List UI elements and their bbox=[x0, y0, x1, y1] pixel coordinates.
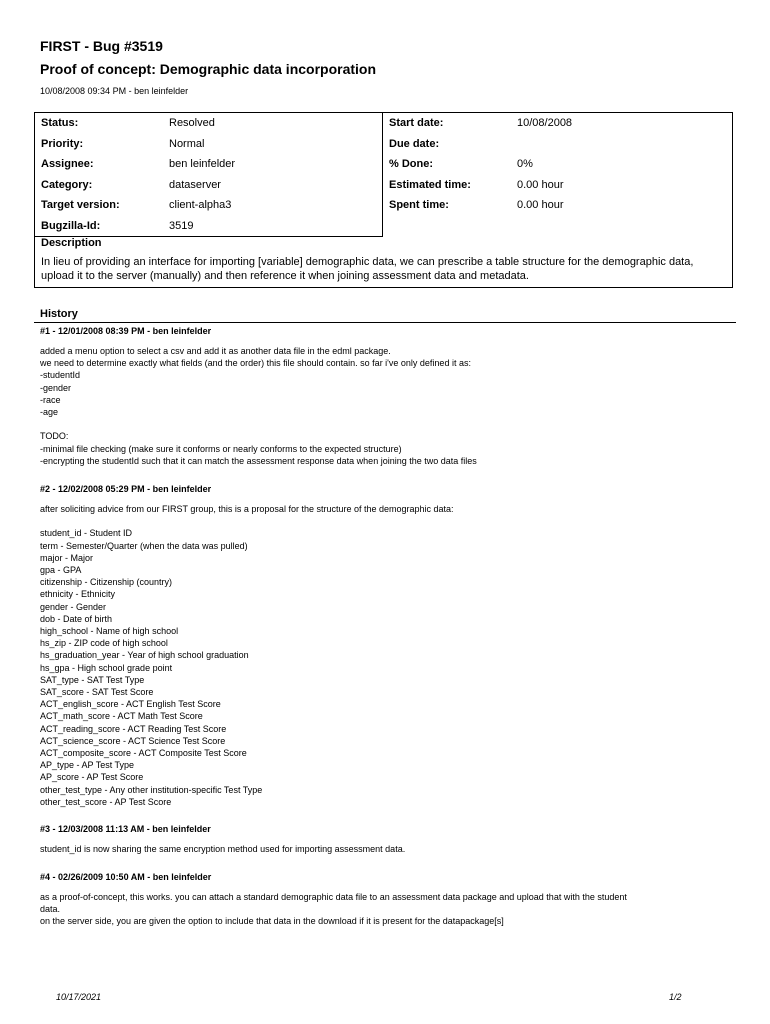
assignee-label: Assignee: bbox=[41, 158, 94, 171]
empty-cell bbox=[383, 216, 512, 237]
journal-entry-4 bbox=[40, 871, 730, 928]
status-value: Resolved bbox=[163, 113, 383, 134]
due-date-value bbox=[511, 134, 732, 155]
note-line bbox=[40, 515, 730, 527]
journal-notes bbox=[40, 345, 730, 467]
note-line: term - Semester/Quarter (when the data was pulled) bbox=[40, 540, 248, 551]
note-line: TODO: bbox=[40, 431, 69, 442]
done-ratio-value: 0% bbox=[517, 158, 533, 171]
page-title: FIRST - Bug #3519 bbox=[40, 38, 163, 54]
done-ratio-label: % Done: bbox=[389, 158, 433, 171]
target-version-value: client-alpha3 bbox=[163, 195, 383, 216]
history-title: History bbox=[40, 308, 78, 320]
footer-page-number: 1/2 bbox=[669, 992, 682, 1002]
attr-row-priority bbox=[35, 134, 732, 155]
note-line: SAT_type - SAT Test Type bbox=[40, 674, 145, 685]
journal-header: #4 - 02/26/2009 10:50 AM - ben leinfelder bbox=[40, 872, 212, 882]
note-line: as a proof-of-concept, this works. you can attach a standard demographic data file to an assessment data package and upload that with the student bbox=[40, 892, 627, 902]
due-date-label: Due date: bbox=[389, 137, 440, 150]
journal-notes bbox=[40, 503, 730, 808]
assignee-value: ben leinfelder bbox=[163, 154, 383, 175]
note-line: ethnicity - Ethnicity bbox=[40, 589, 116, 600]
note-line: citizenship - Citizenship (country) bbox=[40, 577, 173, 588]
journal-header: #2 - 12/02/2008 05:29 PM - ben leinfelder bbox=[40, 484, 212, 494]
journal-header: #3 - 12/03/2008 11:13 AM - ben leinfelder bbox=[40, 824, 211, 834]
note-line: ACT_science_score - ACT Science Test Score bbox=[40, 735, 226, 746]
bugzilla-id-value: 3519 bbox=[163, 216, 383, 237]
note-line: data. bbox=[40, 904, 61, 915]
attr-row-assignee bbox=[35, 154, 732, 175]
note-line: ACT_english_score - ACT English Test Score bbox=[40, 699, 221, 710]
note-line: ACT_reading_score - ACT Reading Test Score bbox=[40, 723, 227, 734]
journal-entry-3 bbox=[40, 823, 730, 855]
author-line: 10/08/2008 09:34 PM - ben leinfelder bbox=[40, 86, 189, 96]
note-line: -gender bbox=[40, 382, 72, 393]
note-line: added a menu option to select a csv and add it as another data file in the edml package. bbox=[40, 346, 391, 356]
note-line bbox=[40, 418, 730, 430]
note-line: on the server side, you are given the option to include that data in the download if it is present for the datapackage[s] bbox=[40, 916, 504, 927]
journal-header: #1 - 12/01/2008 08:39 PM - ben leinfelder bbox=[40, 326, 212, 336]
note-line: -race bbox=[40, 394, 61, 405]
description-title: Description bbox=[41, 237, 102, 249]
spent-time-label: Spent time: bbox=[389, 199, 449, 212]
note-line: other_test_score - AP Test Score bbox=[40, 796, 172, 807]
attr-row-target-version bbox=[35, 195, 732, 216]
note-line: gpa - GPA bbox=[40, 565, 82, 575]
note-line: other_test_type - Any other institution-specific Test Type bbox=[40, 784, 263, 795]
description-block bbox=[41, 237, 726, 283]
note-line: AP_type - AP Test Type bbox=[40, 760, 135, 771]
target-version-label: Target version: bbox=[41, 199, 120, 212]
note-line: -age bbox=[40, 407, 59, 418]
note-line: -studentId bbox=[40, 370, 81, 381]
category-value: dataserver bbox=[163, 175, 383, 196]
note-line: we need to determine exactly what fields (and the order) this file should contain. so far i've only defined it as: bbox=[40, 358, 471, 369]
note-line: major - Major bbox=[40, 552, 94, 563]
start-date-label: Start date: bbox=[389, 117, 444, 130]
attributes-box bbox=[34, 112, 733, 288]
attr-row-status bbox=[35, 113, 732, 134]
note-line: -minimal file checking (make sure it conforms or nearly conforms to the expected structure) bbox=[40, 443, 402, 454]
note-line: ACT_composite_score - ACT Composite Test Score bbox=[40, 748, 247, 759]
issue-subject: Proof of concept: Demographic data incorporation bbox=[40, 61, 377, 77]
note-line: AP_score - AP Test Score bbox=[40, 772, 144, 783]
journal-notes bbox=[40, 843, 730, 855]
estimated-time-value: 0.00 hour bbox=[517, 178, 564, 191]
status-label: Status: bbox=[41, 117, 79, 130]
note-line: -encrypting the studentId such that it can match the assessment response data when joining the two data files bbox=[40, 455, 477, 466]
bugzilla-id-label: Bugzilla-Id: bbox=[35, 216, 163, 237]
estimated-time-label: Estimated time: bbox=[389, 178, 471, 191]
empty-cell bbox=[511, 216, 732, 237]
description-text: In lieu of providing an interface for importing [variable] demographic data, we can prescribe a table structure for the demographic data, upload it to the server (manually) and then reference it when joining assessment data and metadata. bbox=[41, 256, 694, 282]
note-line: high_school - Name of high school bbox=[40, 626, 179, 637]
note-line: dob - Date of birth bbox=[40, 613, 113, 624]
note-line: hs_zip - ZIP code of high school bbox=[40, 638, 168, 649]
note-line: student_id - Student ID bbox=[40, 528, 133, 539]
note-line: gender - Gender bbox=[40, 601, 107, 612]
priority-label: Priority: bbox=[41, 137, 84, 150]
priority-value: Normal bbox=[163, 134, 383, 155]
start-date-value: 10/08/2008 bbox=[517, 117, 573, 130]
note-line: after soliciting advice from our FIRST group, this is a proposal for the structure of the demographic data: bbox=[40, 504, 454, 514]
journal-entry-2 bbox=[40, 483, 730, 808]
attributes-table bbox=[35, 113, 732, 237]
history-divider bbox=[34, 322, 736, 323]
attr-row-bugzilla bbox=[35, 216, 732, 237]
note-line: hs_gpa - High school grade point bbox=[40, 662, 173, 673]
spent-time-value: 0.00 hour bbox=[517, 199, 564, 212]
footer-date: 10/17/2021 bbox=[56, 992, 102, 1002]
journal-entry-1 bbox=[40, 325, 730, 467]
category-label: Category: bbox=[41, 178, 93, 191]
journal-notes bbox=[40, 891, 730, 928]
note-line: student_id is now sharing the same encryption method used for importing assessment data. bbox=[40, 844, 406, 854]
note-line: hs_graduation_year - Year of high school graduation bbox=[40, 650, 249, 661]
note-line: ACT_math_score - ACT Math Test Score bbox=[40, 711, 203, 722]
note-line: SAT_score - SAT Test Score bbox=[40, 687, 154, 698]
attr-row-category bbox=[35, 175, 732, 196]
